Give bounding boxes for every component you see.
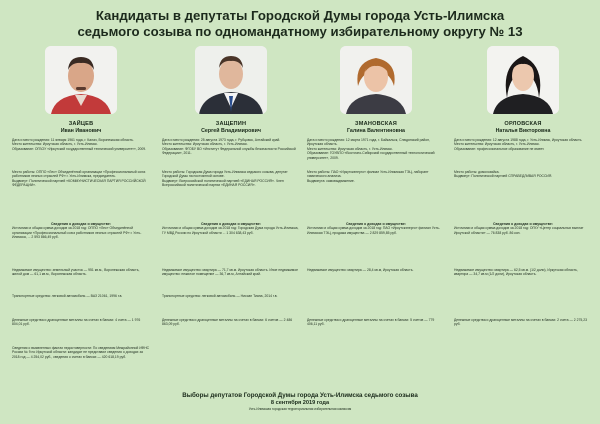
candidate-bio	[307, 138, 445, 160]
candidate-surname: ОРЛОВСКАЯ	[504, 121, 542, 127]
title-line-1: Кандидаты в депутаты Городской Думы города Усть-Илимска	[95, 8, 505, 23]
realty-info: Недвижимое имущество: квартира — 62,5 кв.м. (1/2 доли), Иркутская область, квартира — 34,7 кв.м (1/2 доли), Иркутская область.	[454, 268, 578, 277]
candidate-card	[160, 46, 302, 386]
candidate-work	[454, 170, 592, 179]
candidate-name: Галина Валентиновна	[346, 128, 405, 134]
work-info: Место работы: домохозяйка.	[454, 170, 500, 174]
money-info: Денежные средства и драгоценные металлы на счетах в банках: 2 счета — 2 275,23 руб.	[454, 318, 588, 327]
convictions-info: Сведения о выявленных фактах недостоверности: По сведениям Межрайонной ИФНС России № 9 по Иркутской области: кандидат не представил сведения о доходах за 2018 год — 4 254,02 руб., сведения о счетах в банках — 420 618,19 руб.	[12, 346, 150, 359]
education-info: Образование: ОГБОУ «Иркутский государственный технический университет», 2009.	[12, 146, 147, 151]
income-section	[307, 222, 445, 235]
birth-info: Дата и место рождения: 11 января 1961 года, г. Калач, Воронежская область.	[12, 138, 134, 142]
footer-date: 8 сентября 2019 года	[270, 400, 330, 406]
income-info: Источники и общая сумма доходов за 2018 год: ПАО «Иркутскэнерго» филиал Усть-Илимская ТЭЦ, продажа имущества — 2 829 859,85 руб.	[307, 226, 440, 235]
candidate-card	[305, 46, 447, 386]
birth-info: Дата и место рождения: 12 марта 1971 года, г. Байкальск, Слюдянский район, Иркутская область.	[307, 138, 431, 147]
candidate-photo	[195, 46, 267, 114]
nominated-info: Выдвинута: самовыдвижение.	[307, 178, 355, 183]
candidate-bio	[454, 138, 592, 151]
poster-footer	[0, 392, 600, 411]
work-info: Место работы: ОППО «Лес» Объединённой организации «Профессиональный союз работников лесных отраслей РФ» г. Усть-Илимска, председатель.	[12, 170, 146, 179]
work-info: Место работы: Городская Дума города Усть-Илимска седьмого созыва, депутат Городской Думы на постоянной основе.	[162, 170, 288, 179]
nominated-info: Выдвинут: Политической партией СПРАВЕДЛИВАЯ РОССИЯ.	[454, 174, 553, 179]
title-line-2: седьмого созыва по одномандатному избирательному округу № 13	[77, 24, 523, 39]
realty-info: Недвижимое имущество: квартира — 28,4 кв.м, Иркутская область.	[307, 268, 414, 272]
candidate-name: Сергей Владимирович	[201, 128, 261, 134]
income-info: Источники и общая сумма доходов за 2018 год: Городская Дума города Усть-Илимска, ГУ МВД России по Иркутской области ... 1 304 638,43 руб.	[162, 226, 299, 235]
candidate-surname: ЗАЩЕПИН	[215, 121, 247, 127]
candidate-surname: ЗМАНОВСКАЯ	[355, 121, 397, 127]
money-info: Денежные средства и драгоценные металлы на счетах в банках: 4 счета — 1 976 804,01 руб.	[12, 318, 141, 327]
poster-title	[0, 8, 600, 40]
income-section	[454, 222, 592, 235]
nominated-info: Выдвинут: Всероссийской политической партией «ЕДИНАЯ РОССИЯ». Член Всероссийской политической партии «ЕДИНАЯ РОССИЯ».	[162, 178, 284, 188]
footer-commission: Усть-Илимская городская территориальная избирательная комиссия	[248, 407, 352, 411]
education-info: Образование: профессиональное образование не имеет.	[454, 146, 545, 151]
residence-info: Место жительства: Иркутская область, г. Усть-Илимск.	[162, 142, 248, 147]
candidate-bio	[12, 138, 150, 151]
residence-info: Место жительства: Иркутская область, г. Усть-Илимск.	[454, 142, 540, 147]
candidate-photo	[340, 46, 412, 114]
transport-info: Транспортные средства: легковой автомобиль — ВАЗ 21061, 1996 г.в.	[12, 294, 123, 298]
realty-info: Недвижимое имущество: земельный участок — 951 кв.м., Воронежская область, жилой дом — 61,1 кв.м., Воронежская область.	[12, 268, 140, 277]
income-heading: Сведения о доходах и имуществе:	[493, 222, 553, 226]
education-info: Образование: ГОУВПО «Восточно-Сибирский государственный технологический университет», 2009.	[307, 151, 435, 160]
birth-info: Дата и место рождения: 25 августа 1973 года, г. Рубцовск, Алтайский край.	[162, 138, 281, 142]
income-section	[162, 222, 300, 235]
income-heading: Сведения о доходах и имуществе:	[201, 222, 261, 226]
candidate-card	[452, 46, 594, 386]
income-section	[12, 222, 150, 240]
income-info: Источники и общая сумма доходов за 2018 год: ОГКУ «Центр социальных выплат Иркутской области» — 76 838 руб. 86 коп.	[454, 226, 584, 235]
candidate-work	[12, 170, 150, 188]
candidate-photo	[487, 46, 559, 114]
transport-info: Транспортные средства: легковой автомобиль — Ниссан Тиана, 2014 г.в.	[162, 294, 278, 298]
candidate-work	[307, 170, 445, 183]
candidate-photo	[45, 46, 117, 114]
money-info: Денежные средства и драгоценные металлы на счетах в банках: 5 счетов — 779 406,11 руб.	[307, 318, 435, 327]
realty-info: Недвижимое имущество: квартира — 71,7 кв.м. Иркутская область. Иное недвижимое имущество: нежилое помещение — 36,7 кв.м, Алтайский край.	[162, 268, 298, 277]
income-info: Источники и общая сумма доходов за 2018 год: ОППО «Лес» Объединённой организации «Профессиональный союз работников лесных отраслей РФ» г. Усть-Илимска, ... 2 593 866,49 руб.	[12, 226, 142, 240]
candidate-surname: ЗАЙЦЕВ	[68, 121, 94, 127]
footer-election: Выборы депутатов Городской Думы города Усть-Илимска седьмого созыва	[182, 392, 418, 399]
candidate-name: Наталья Викторовна	[495, 128, 551, 134]
income-heading: Сведения о доходах и имуществе:	[51, 222, 111, 226]
education-info: Образование: ФГОБУ ВО «Институт Федеральной службы безопасности Российской Федерации», 2011.	[162, 146, 296, 156]
candidate-bio	[162, 138, 300, 156]
residence-info: Место жительства: Иркутская область, г. Усть-Илимск.	[307, 146, 393, 151]
money-info: Денежные средства и драгоценные металлы на счетах в банках: 6 счетов — 2 486 863,09 руб.	[162, 318, 293, 327]
residence-info: Место жительства: Иркутская область, г. Усть-Илимск.	[12, 142, 98, 147]
work-info: Место работы: ПАО «Иркутскэнерго» филиал Усть-Илимская ТЭЦ, лаборант химического анализа.	[307, 170, 429, 179]
birth-info: Дата и место рождения: 12 августа 1988 года, г. Усть-Илимск, Иркутская область.	[454, 138, 583, 142]
candidate-card	[10, 46, 152, 386]
income-heading: Сведения о доходах и имуществе:	[346, 222, 406, 226]
candidate-name: Иван Иванович	[60, 128, 102, 134]
candidate-work	[162, 170, 300, 188]
nominated-info: Выдвинут: Политической партией «КОММУНИСТИЧЕСКАЯ ПАРТИЯ РОССИЙСКОЙ ФЕДЕРАЦИИ».	[12, 178, 146, 188]
